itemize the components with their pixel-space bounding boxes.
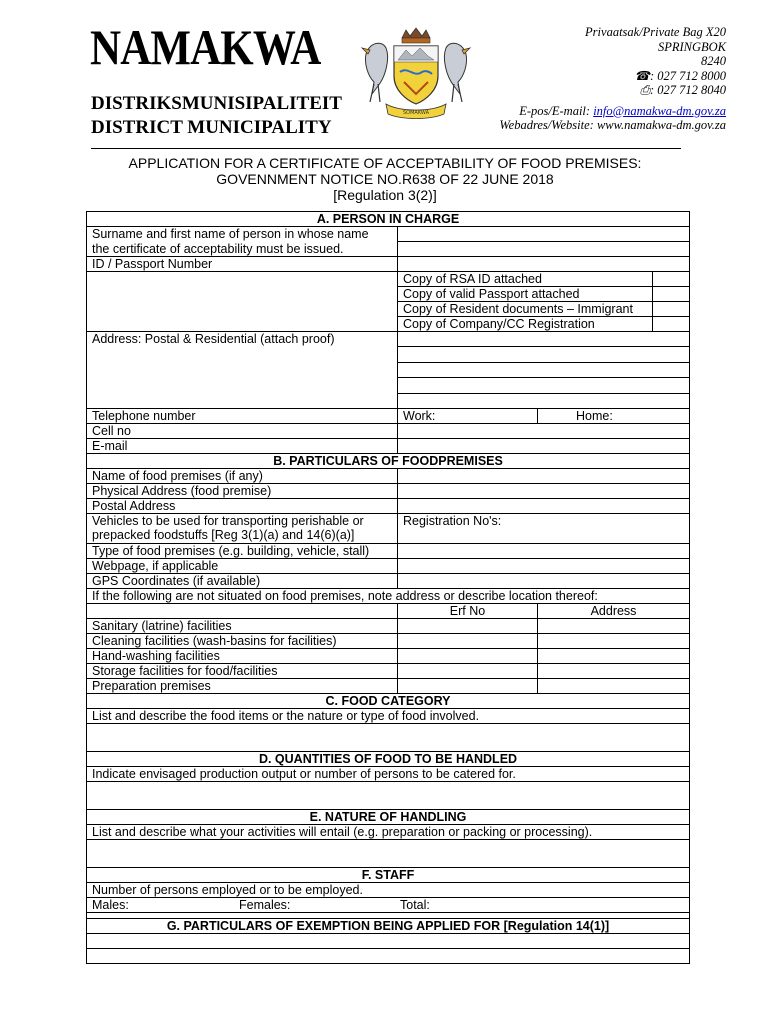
registration-input[interactable] — [398, 514, 690, 544]
address-line-1[interactable] — [398, 332, 690, 347]
facility-preparation-address-input[interactable] — [538, 679, 690, 694]
vehicles-label — [87, 514, 398, 544]
section-d-heading: D. QUANTITIES OF FOOD TO BE HANDLED — [87, 752, 690, 767]
premises-name-label: Name of food premises (if any) — [87, 469, 398, 484]
email-label: E-pos/E-mail: — [519, 103, 591, 118]
doc-rsa-id-checkbox[interactable] — [653, 272, 690, 287]
offsite-note: If the following are not situated on food premises, note address or describe location thereof: — [87, 589, 690, 604]
private-bag: Privaatsak/Private Bag X20 — [585, 25, 726, 39]
section-a-heading: A. PERSON IN CHARGE — [87, 212, 690, 227]
phone-line: ☎: 027 712 8000 — [634, 68, 726, 83]
website-line — [499, 118, 726, 133]
facility-cleaning-label: Cleaning facilities (wash-basins for facilities) — [87, 634, 398, 649]
cell-label: Cell no — [87, 424, 398, 439]
section-e-heading: E. NATURE OF HANDLING — [87, 810, 690, 825]
section-g-heading: G. PARTICULARS OF EXEMPTION BEING APPLIED FOR [Regulation 14(1)] — [87, 919, 690, 934]
webpage-input[interactable] — [398, 559, 690, 574]
premises-name-input[interactable] — [398, 469, 690, 484]
facility-preparation-label: Preparation premises — [87, 679, 398, 694]
quantities-input[interactable] — [87, 782, 690, 810]
gps-label: GPS Coordinates (if available) — [87, 574, 398, 589]
address-line-4[interactable] — [398, 378, 690, 393]
facility-storage-erf-input[interactable] — [398, 664, 538, 679]
facility-sanitary-erf-input[interactable] — [398, 619, 538, 634]
doc-company-checkbox[interactable] — [653, 317, 690, 332]
section-f-heading: F. STAFF — [87, 868, 690, 883]
handling-instruction: List and describe what your activities will entail (e.g. preparation or packing or processing). — [87, 825, 690, 840]
work-label: Work: — [403, 409, 436, 423]
form-title-line-2: GOVENNMENT NOTICE NO.R638 OF 22 JUNE 2018 — [216, 171, 554, 187]
email-input[interactable] — [398, 439, 690, 454]
form-table — [86, 211, 690, 964]
telephone-label: Telephone number — [87, 409, 398, 424]
surname-input[interactable] — [398, 227, 690, 242]
postal-code: 8240 — [701, 54, 726, 68]
address-line-2[interactable] — [398, 347, 690, 362]
brand-logo-text: NAMAKWA — [90, 19, 321, 75]
total-label: Total: — [400, 898, 430, 912]
email-line — [499, 104, 726, 119]
doc-company-label: Copy of Company/CC Registration — [398, 317, 653, 332]
fax-icon: ⎙ — [639, 83, 650, 97]
section-b-heading: B. PARTICULARS OF FOODPREMISES — [87, 454, 690, 469]
website-label: Webadres/Website: — [499, 118, 594, 132]
doc-passport-checkbox[interactable] — [653, 287, 690, 302]
section-c-heading: C. FOOD CATEGORY — [87, 694, 690, 709]
doc-resident-label: Copy of Resident documents – Immigrant — [398, 302, 653, 317]
header-divider — [91, 148, 681, 149]
fax-line: ⎙: 027 712 8040 — [639, 83, 726, 97]
address-label: Address: Postal & Residential (attach proof) — [87, 332, 398, 409]
erf-no-header: Erf No — [398, 604, 538, 619]
postal-address-label: Postal Address — [87, 499, 398, 514]
id-passport-label: ID / Passport Number — [87, 257, 398, 272]
staff-counts-row[interactable] — [87, 898, 690, 913]
surname-label: Surname and first name of person in whose name — [87, 227, 398, 242]
application-form — [86, 211, 689, 964]
premises-type-label: Type of food premises (e.g. building, vehicle, stall) — [87, 544, 398, 559]
id-doc-area — [87, 272, 398, 332]
surname-label-cont: the certificate of acceptability must be issued. — [87, 242, 398, 257]
email-field-label: E-mail — [87, 439, 398, 454]
contact-block — [499, 25, 726, 133]
facility-handwashing-address-input[interactable] — [538, 649, 690, 664]
food-category-input[interactable] — [87, 724, 690, 752]
municipality-afrikaans: DISTRIKSMUNISIPALITEIT — [91, 93, 342, 114]
facility-storage-address-input[interactable] — [538, 664, 690, 679]
quantities-instruction: Indicate envisaged production output or number of persons to be catered for. — [87, 767, 690, 782]
females-label: Females: — [239, 898, 291, 912]
facility-sanitary-address-input[interactable] — [538, 619, 690, 634]
facility-cleaning-address-input[interactable] — [538, 634, 690, 649]
phone-number: 027 712 8000 — [657, 68, 726, 83]
municipal-crest-icon — [356, 24, 476, 120]
email-link[interactable]: info@namakwa-dm.gov.za — [593, 103, 726, 118]
facility-storage-label: Storage facilities for food/facilities — [87, 664, 398, 679]
gps-input[interactable] — [398, 574, 690, 589]
doc-passport-label: Copy of valid Passport attached — [398, 287, 653, 302]
home-label: Home: — [576, 409, 613, 423]
vehicles-label-line-1: Vehicles to be used for transporting perishable or — [92, 514, 364, 528]
facility-header-blank — [87, 604, 398, 619]
address-line-5[interactable] — [398, 393, 690, 408]
doc-rsa-id-label: Copy of RSA ID attached — [398, 272, 653, 287]
males-label: Males: — [92, 898, 129, 912]
staff-instruction: Number of persons employed or to be employed. — [87, 883, 690, 898]
facility-preparation-erf-input[interactable] — [398, 679, 538, 694]
work-phone-input[interactable] — [398, 409, 538, 424]
address-header: Address — [538, 604, 690, 619]
town: SPRINGBOK — [657, 39, 726, 54]
home-phone-input[interactable] — [538, 409, 690, 424]
cell-input[interactable] — [398, 424, 690, 439]
physical-address-input[interactable] — [398, 484, 690, 499]
webpage-label: Webpage, if applicable — [87, 559, 398, 574]
registration-label: Registration No's: — [403, 514, 502, 528]
website-link[interactable]: www.namakwa-dm.gov.za — [596, 118, 726, 132]
physical-address-label: Physical Address (food premise) — [87, 484, 398, 499]
address-line-3[interactable] — [398, 362, 690, 377]
handling-input[interactable] — [87, 840, 690, 868]
exemption-input-2[interactable] — [87, 949, 690, 964]
surname-input-2[interactable] — [398, 242, 690, 257]
id-passport-input[interactable] — [398, 257, 690, 272]
municipality-english: DISTRICT MUNICIPALITY — [91, 117, 332, 138]
facility-handwashing-erf-input[interactable] — [398, 649, 538, 664]
crest-motto: SOMAKWA — [402, 110, 430, 116]
vehicles-label-line-2: prepacked foodstuffs [Reg 3(1)(a) and 14(6)(a)] — [92, 528, 355, 542]
form-title-line-3: [Regulation 3(2)] — [333, 187, 437, 203]
facility-sanitary-label: Sanitary (latrine) facilities — [87, 619, 398, 634]
fax-number: 027 712 8040 — [657, 83, 726, 97]
postal-address-input[interactable] — [398, 499, 690, 514]
facility-handwashing-label: Hand-washing facilities — [87, 649, 398, 664]
food-category-instruction: List and describe the food items or the nature or type of food involved. — [87, 709, 690, 724]
form-title-line-1: APPLICATION FOR A CERTIFICATE OF ACCEPTABILITY OF FOOD PREMISES: — [128, 155, 642, 171]
doc-resident-checkbox[interactable] — [653, 302, 690, 317]
exemption-input-1[interactable] — [87, 934, 690, 949]
premises-type-input[interactable] — [398, 544, 690, 559]
facility-cleaning-erf-input[interactable] — [398, 634, 538, 649]
phone-icon: ☎ — [634, 68, 650, 83]
